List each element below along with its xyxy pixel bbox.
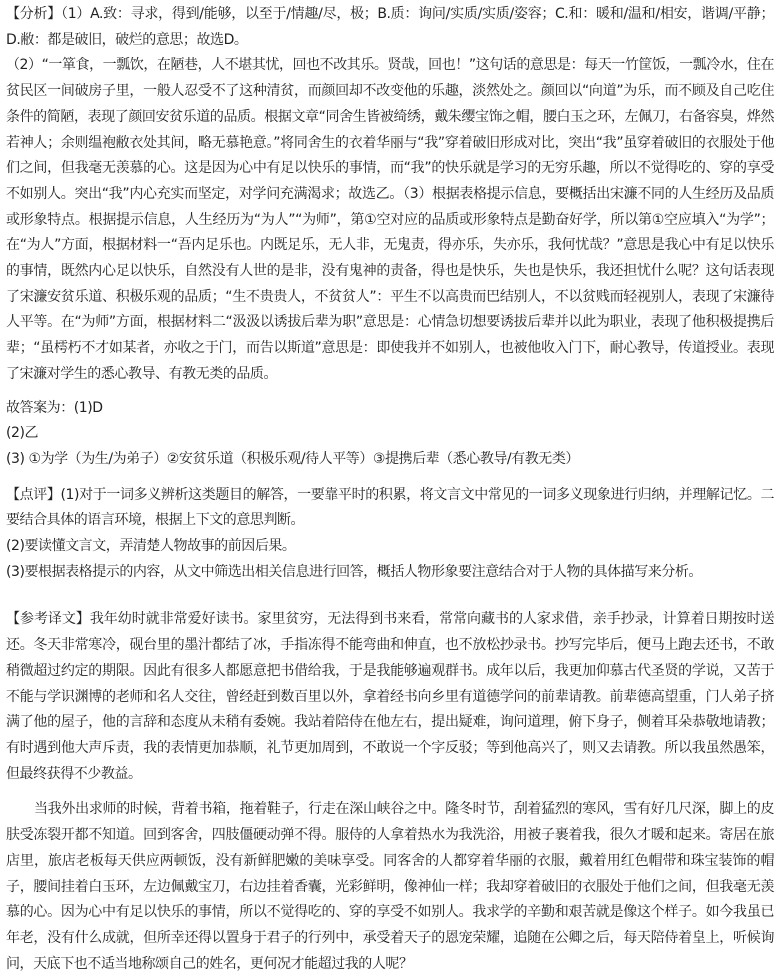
translation-paragraph-1: 【参考译文】我年幼时就非常爱好读书。家里贫穷，无法得到书来看，常常向藏书的人家求借，亲手抄录，计算着日期按时送还。冬天非常寒冷，砚台里的墨汁都结了冰，手指冻得不能弯曲和伸直，也不放松抄录书。抄写完毕后，便马上跑去还书，不敢稍微超过约定的期限。因此有很多人都愿意把书借给我，于是我能够遍观群书。成年以后，我更加仰慕古代圣贤的学说，又苦于不能与学识渊博的老师和名人交往，曾经赶到数百里以外，拿着经书向乡里有道德学问的前辈请教。前辈德高望重，门人弟子挤满了他的屋子，他的言辞和态度从未稍有委婉。我站着陪侍在他左右，提出疑难，询问道理，俯下身子，侧着耳朵恭敬地请教；有时遇到他大声斥责，我的表情更加恭顺，礼节更加周到，不敢说一个字反驳；等到他高兴了，则又去请教。所以我虽然愚笨，但最终获得不少教益。 — [6, 611, 774, 782]
answer-line-1: 故答案为：(1)D — [6, 399, 103, 416]
answer-section — [6, 396, 774, 473]
comment-line-3: (3)要根据表格提示的内容，从文中筛选出相关信息进行回答，概括人物形象要注意结合对于人物的具体描写来分析。 — [6, 563, 702, 580]
comment-section — [6, 483, 774, 586]
spacer — [6, 388, 774, 396]
answer-line-2: (2)乙 — [6, 425, 39, 442]
comment-line-1: 【点评】(1)对于一词多义辨析这类题目的解答，一要靠平时的积累，将文言文中常见的一词多义现象进行归纳，并理解记忆。二要结合具体的语言环境，根据上下文的意思判断。 — [6, 486, 774, 529]
spacer — [6, 585, 774, 607]
translation-paragraph-2: 当我外出求师的时候，背着书箱，拖着鞋子，行走在深山峡谷之中。隆冬时节，刮着猛烈的寒风，雪有好几尺深，脚上的皮肤受冻裂开都不知道。回到客舍，四肢僵硬动弹不得。服侍的人拿着热水为我洗浴，用被子裹着我，很久才暖和起来。寄居在旅店里，旅店老板每天供应两顿饭，没有新鲜肥嫩的美味享受。同客舍的人都穿着华丽的衣服，戴着用红色帽带和珠宝装饰的帽子，腰间挂着白玉环，左边佩戴宝刀，右边挂着香囊，光彩鲜明，像神仙一样；我却穿着破旧的衣服处于他们之间，但我毫无羡慕的心。因为心中有足以快乐的事情，所以不觉得吃的、穿的享受不如别人。我求学的辛勤和艰苦就是像这个样子。如今我虽已年老，没有什么成就，但所幸还得以置身于君子的行列中，承受着天子的恩宠荣耀，追随在公卿之后，每天陪侍着皇上，听候询问，天底下也不适当地称颂自己的姓名，更何况才能超过我的人呢？ — [6, 801, 774, 972]
comment-line-2: (2)要读懂文言文，弄清楚人物故事的前因后果。 — [6, 538, 296, 555]
analysis-section: 【分析】（1）A.致：寻求，得到/能够，以至于/情趣/尽，极；B.质：询问/实质/实质/姿容；C.和：暖和/温和/相安，谐调/平静；D.敝：都是破旧，破烂的意思；故选D。 （2）“一箪食，一瓢饮，在陋巷，人不堪其忧，回也不改其乐。贤哉，回也！”这句话的意思是：每天一竹筐饭，一瓢冷水，住在贫民区一间破房子里，一般人忍受不了这种清贫，而颜回却不改变他的乐趣，淡然处之。颜回以“向道”为乐，而不顾及自己吃住条件的简陋，表现了颜回安贫乐道的品质。根据文章“同舍生皆被绮绣，戴朱缨宝饰之帽，腰白玉之环，左佩刀，右备容臭，烨然若神人；余则缊袍敝衣处其间，略无慕艳意。”将同舍生的衣着华丽与“我”穿着破旧形成对比，突出“我”虽穿着破旧的衣服处于他们之间，但我毫无羡慕的心。这是因为心中有足以快乐的事情，而“我”的快乐就是学习的无穷乐趣，所以不觉得吃的、穿的享受不如别人。突出“我”内心充实而坚定，对学问充满渴求；故选乙。（3）根据表格提示信息，要概括出宋濂不同的人生经历及品质或形象特点。根据提示信息，人生经历为“为人”“为师”，第①空对应的品质或形象特点是勤奋好学，所以第①空应填入“为学”；在“为人”方面，根据材料一“吾内足乐也。内既足乐，无人非，无鬼责，得亦乐，失亦乐，我何忧哉？”意思是我心中有足以快乐的事情，既然内心足以快乐，自然没有人世的是非，没有鬼神的责备，得也是快乐，失也是快乐，我还担忧什么呢？这句话表现了宋濂安贫乐道、积极乐观的品质；“生不贵贵人，不贫贫人”：平生不以高贵而巴结别人，不以贫贱而轻视别人，表现了宋濂待人平等。在“为师”方面，根据材料二“汲汲以诱拔后辈为职”意思是：心情急切想要诱拔后辈并以此为职业，表现了他积极提携后辈；“虽樗朽不才如某者，亦收之于门，而告以斯道”意思是：即使我并不如别人，也被他收入门下，耐心教导，传道授业。表现了宋濂对学生的悉心教导、有教无类的品质。 — [6, 6, 774, 382]
spacer — [6, 787, 774, 797]
translation-section — [6, 607, 774, 977]
spacer — [6, 473, 774, 483]
answer-line-3: (3) ①为学（为生/为弟子）②安贫乐道（积极乐观/待人平等）③提携后辈（悉心教导/有教无类） — [6, 450, 579, 467]
